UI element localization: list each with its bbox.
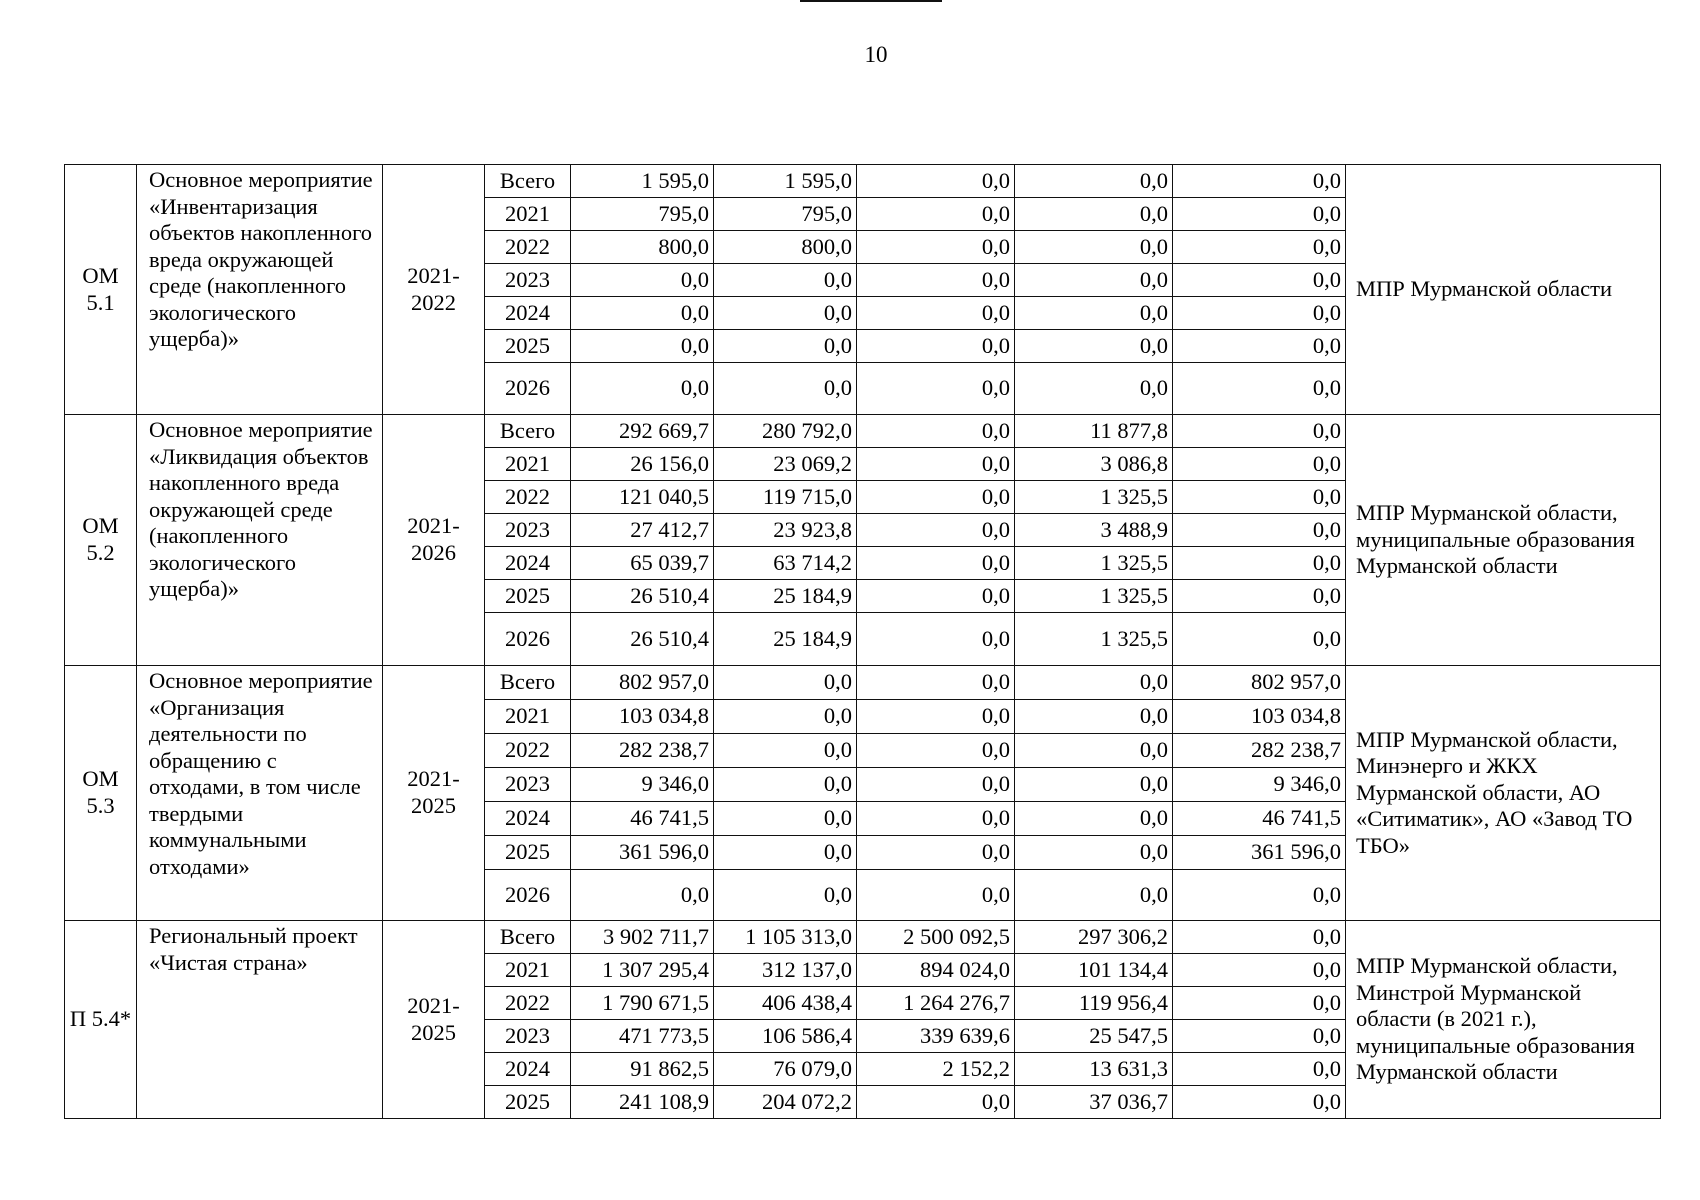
regional-budget: 894 024,0	[857, 954, 1015, 987]
local-budget: 0,0	[1015, 870, 1173, 921]
total-amount: 91 862,5	[571, 1053, 714, 1086]
local-budget: 0,0	[1015, 165, 1173, 198]
total-amount: 26 510,4	[571, 580, 714, 613]
local-budget: 0,0	[1015, 330, 1173, 363]
total-amount: 46 741,5	[571, 802, 714, 836]
extrabudgetary: 0,0	[1173, 1020, 1346, 1053]
local-budget: 11 877,8	[1015, 415, 1173, 448]
federal-budget: 204 072,2	[714, 1086, 857, 1119]
regional-budget: 0,0	[857, 1086, 1015, 1119]
total-amount: 361 596,0	[571, 836, 714, 870]
regional-budget: 0,0	[857, 330, 1015, 363]
year-label: 2026	[485, 613, 571, 666]
federal-budget: 406 438,4	[714, 987, 857, 1020]
total-amount: 0,0	[571, 264, 714, 297]
regional-budget: 0,0	[857, 363, 1015, 415]
federal-budget: 0,0	[714, 734, 857, 768]
regional-budget: 0,0	[857, 547, 1015, 580]
regional-budget: 0,0	[857, 666, 1015, 700]
federal-budget: 119 715,0	[714, 481, 857, 514]
local-budget: 0,0	[1015, 700, 1173, 734]
federal-budget: 25 184,9	[714, 580, 857, 613]
regional-budget: 0,0	[857, 448, 1015, 481]
regional-budget: 2 500 092,5	[857, 921, 1015, 954]
local-budget: 0,0	[1015, 231, 1173, 264]
measure-period: 2021-2025	[383, 666, 485, 921]
year-label: Всего	[485, 415, 571, 448]
measure-code: ОМ 5.2	[65, 415, 137, 666]
year-label: 2023	[485, 514, 571, 547]
executors: МПР Мурманской области, Минстрой Мурманской области (в 2021 г.), муниципальные образования Мурманской области	[1346, 921, 1661, 1119]
measure-code: П 5.4*	[65, 921, 137, 1119]
local-budget: 1 325,5	[1015, 580, 1173, 613]
extrabudgetary: 0,0	[1173, 231, 1346, 264]
extrabudgetary: 46 741,5	[1173, 802, 1346, 836]
total-amount: 0,0	[571, 870, 714, 921]
local-budget: 13 631,3	[1015, 1053, 1173, 1086]
total-amount: 1 595,0	[571, 165, 714, 198]
federal-budget: 25 184,9	[714, 613, 857, 666]
year-label: Всего	[485, 921, 571, 954]
local-budget: 101 134,4	[1015, 954, 1173, 987]
federal-budget: 106 586,4	[714, 1020, 857, 1053]
extrabudgetary: 9 346,0	[1173, 768, 1346, 802]
total-amount: 471 773,5	[571, 1020, 714, 1053]
local-budget: 0,0	[1015, 198, 1173, 231]
regional-budget: 0,0	[857, 198, 1015, 231]
federal-budget: 0,0	[714, 768, 857, 802]
extrabudgetary: 0,0	[1173, 415, 1346, 448]
local-budget: 37 036,7	[1015, 1086, 1173, 1119]
local-budget: 1 325,5	[1015, 481, 1173, 514]
measure-name: Основное мероприятие «Ликвидация объектов накопленного вреда окружающей среде (накопленного экологического ущерба)»	[137, 415, 383, 666]
local-budget: 0,0	[1015, 836, 1173, 870]
measure-code: ОМ 5.3	[65, 666, 137, 921]
extrabudgetary: 361 596,0	[1173, 836, 1346, 870]
total-amount: 9 346,0	[571, 768, 714, 802]
federal-budget: 0,0	[714, 666, 857, 700]
federal-budget: 23 069,2	[714, 448, 857, 481]
federal-budget: 800,0	[714, 231, 857, 264]
local-budget: 0,0	[1015, 297, 1173, 330]
total-amount: 26 156,0	[571, 448, 714, 481]
year-label: 2021	[485, 198, 571, 231]
year-label: 2023	[485, 768, 571, 802]
year-label: 2022	[485, 481, 571, 514]
total-amount: 795,0	[571, 198, 714, 231]
total-amount: 65 039,7	[571, 547, 714, 580]
regional-budget: 0,0	[857, 802, 1015, 836]
year-label: 2025	[485, 330, 571, 363]
extrabudgetary: 0,0	[1173, 921, 1346, 954]
header-rule	[800, 0, 942, 2]
local-budget: 0,0	[1015, 768, 1173, 802]
extrabudgetary: 0,0	[1173, 448, 1346, 481]
extrabudgetary: 0,0	[1173, 165, 1346, 198]
local-budget: 1 325,5	[1015, 613, 1173, 666]
year-label: 2024	[485, 1053, 571, 1086]
local-budget: 0,0	[1015, 363, 1173, 415]
regional-budget: 0,0	[857, 231, 1015, 264]
measure-period: 2021-2022	[383, 165, 485, 415]
regional-budget: 0,0	[857, 297, 1015, 330]
total-amount: 802 957,0	[571, 666, 714, 700]
extrabudgetary: 0,0	[1173, 547, 1346, 580]
federal-budget: 280 792,0	[714, 415, 857, 448]
total-amount: 0,0	[571, 297, 714, 330]
executors: МПР Мурманской области, муниципальные образования Мурманской области	[1346, 415, 1661, 666]
table-row	[65, 921, 1661, 954]
total-amount: 1 307 295,4	[571, 954, 714, 987]
federal-budget: 0,0	[714, 870, 857, 921]
total-amount: 282 238,7	[571, 734, 714, 768]
federal-budget: 0,0	[714, 700, 857, 734]
extrabudgetary: 0,0	[1173, 297, 1346, 330]
measure-code: ОМ 5.1	[65, 165, 137, 415]
year-label: 2026	[485, 363, 571, 415]
year-label: 2022	[485, 987, 571, 1020]
regional-budget: 0,0	[857, 580, 1015, 613]
local-budget: 0,0	[1015, 666, 1173, 700]
total-amount: 292 669,7	[571, 415, 714, 448]
extrabudgetary: 0,0	[1173, 198, 1346, 231]
year-label: 2025	[485, 836, 571, 870]
regional-budget: 0,0	[857, 734, 1015, 768]
federal-budget: 312 137,0	[714, 954, 857, 987]
extrabudgetary: 0,0	[1173, 1086, 1346, 1119]
year-label: 2026	[485, 870, 571, 921]
total-amount: 103 034,8	[571, 700, 714, 734]
year-label: 2021	[485, 700, 571, 734]
table-row	[65, 666, 1661, 700]
measure-name: Основное мероприятие «Инвентаризация объектов накопленного вреда окружающей среде (накопленного экологического ущерба)»	[137, 165, 383, 415]
total-amount: 121 040,5	[571, 481, 714, 514]
federal-budget: 76 079,0	[714, 1053, 857, 1086]
regional-budget: 0,0	[857, 836, 1015, 870]
extrabudgetary: 0,0	[1173, 330, 1346, 363]
regional-budget: 2 152,2	[857, 1053, 1015, 1086]
regional-budget: 0,0	[857, 481, 1015, 514]
federal-budget: 795,0	[714, 198, 857, 231]
year-label: Всего	[485, 666, 571, 700]
extrabudgetary: 0,0	[1173, 481, 1346, 514]
page-number: 10	[864, 42, 888, 67]
local-budget: 0,0	[1015, 802, 1173, 836]
extrabudgetary: 0,0	[1173, 870, 1346, 921]
year-label: 2022	[485, 734, 571, 768]
federal-budget: 0,0	[714, 363, 857, 415]
executors: МПР Мурманской области	[1346, 165, 1661, 415]
local-budget: 297 306,2	[1015, 921, 1173, 954]
total-amount: 3 902 711,7	[571, 921, 714, 954]
total-amount: 26 510,4	[571, 613, 714, 666]
year-label: 2024	[485, 297, 571, 330]
local-budget: 25 547,5	[1015, 1020, 1173, 1053]
regional-budget: 0,0	[857, 415, 1015, 448]
federal-budget: 23 923,8	[714, 514, 857, 547]
measure-name: Региональный проект «Чистая страна»	[137, 921, 383, 1119]
regional-budget: 0,0	[857, 613, 1015, 666]
federal-budget: 1 595,0	[714, 165, 857, 198]
regional-budget: 0,0	[857, 514, 1015, 547]
extrabudgetary: 0,0	[1173, 363, 1346, 415]
federal-budget: 1 105 313,0	[714, 921, 857, 954]
extrabudgetary: 0,0	[1173, 987, 1346, 1020]
extrabudgetary: 0,0	[1173, 580, 1346, 613]
regional-budget: 1 264 276,7	[857, 987, 1015, 1020]
year-label: 2024	[485, 802, 571, 836]
measure-period: 2021-2025	[383, 921, 485, 1119]
total-amount: 0,0	[571, 330, 714, 363]
regional-budget: 0,0	[857, 264, 1015, 297]
local-budget: 3 488,9	[1015, 514, 1173, 547]
year-label: 2025	[485, 1086, 571, 1119]
extrabudgetary: 0,0	[1173, 264, 1346, 297]
local-budget: 119 956,4	[1015, 987, 1173, 1020]
regional-budget: 0,0	[857, 700, 1015, 734]
regional-budget: 0,0	[857, 768, 1015, 802]
local-budget: 0,0	[1015, 264, 1173, 297]
total-amount: 1 790 671,5	[571, 987, 714, 1020]
year-label: 2021	[485, 448, 571, 481]
year-label: 2021	[485, 954, 571, 987]
regional-budget: 339 639,6	[857, 1020, 1015, 1053]
year-label: 2024	[485, 547, 571, 580]
federal-budget: 0,0	[714, 802, 857, 836]
extrabudgetary: 0,0	[1173, 514, 1346, 547]
executors: МПР Мурманской области, Минэнерго и ЖКХ Мурманской области, АО «Ситиматик», АО «Завод ТО ТБО»	[1346, 666, 1661, 921]
regional-budget: 0,0	[857, 165, 1015, 198]
total-amount: 241 108,9	[571, 1086, 714, 1119]
year-label: 2022	[485, 231, 571, 264]
total-amount: 27 412,7	[571, 514, 714, 547]
extrabudgetary: 0,0	[1173, 613, 1346, 666]
year-label: 2023	[485, 264, 571, 297]
budget-table	[64, 164, 1661, 1119]
year-label: 2023	[485, 1020, 571, 1053]
measure-name: Основное мероприятие «Организация деятельности по обращению с отходами, в том числе твердыми коммунальными отходами»	[137, 666, 383, 921]
measure-period: 2021-2026	[383, 415, 485, 666]
local-budget: 3 086,8	[1015, 448, 1173, 481]
extrabudgetary: 0,0	[1173, 1053, 1346, 1086]
year-label: 2025	[485, 580, 571, 613]
extrabudgetary: 103 034,8	[1173, 700, 1346, 734]
extrabudgetary: 0,0	[1173, 954, 1346, 987]
federal-budget: 0,0	[714, 330, 857, 363]
extrabudgetary: 282 238,7	[1173, 734, 1346, 768]
local-budget: 0,0	[1015, 734, 1173, 768]
total-amount: 0,0	[571, 363, 714, 415]
regional-budget: 0,0	[857, 870, 1015, 921]
table-row	[65, 415, 1661, 448]
federal-budget: 0,0	[714, 836, 857, 870]
federal-budget: 0,0	[714, 264, 857, 297]
local-budget: 1 325,5	[1015, 547, 1173, 580]
total-amount: 800,0	[571, 231, 714, 264]
federal-budget: 0,0	[714, 297, 857, 330]
table-row	[65, 165, 1661, 198]
federal-budget: 63 714,2	[714, 547, 857, 580]
year-label: Всего	[485, 165, 571, 198]
extrabudgetary: 802 957,0	[1173, 666, 1346, 700]
